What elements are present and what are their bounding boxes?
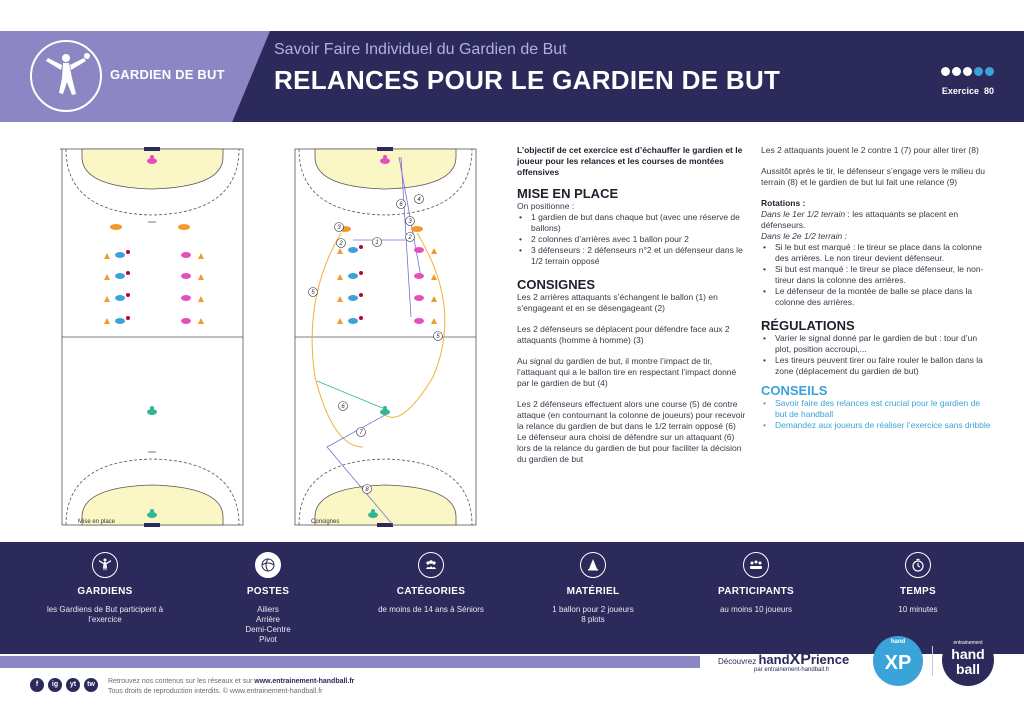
youtube-icon[interactable]: yt <box>66 678 80 692</box>
goalkeeper-logo-icon <box>30 40 102 112</box>
ball-icon <box>941 67 950 76</box>
info-band <box>0 542 1024 654</box>
heading-rotations: Rotations : <box>761 198 806 208</box>
list-item: • Varier le signal donné par le gardien de but : tour d’un plot, position accroupi,... <box>761 333 993 355</box>
brand-by: par entrainement-handball.fr <box>754 667 830 673</box>
relance-path <box>317 381 385 409</box>
text-column-right <box>761 145 993 431</box>
handxp-logo[interactable] <box>873 636 923 686</box>
cone-icon <box>580 552 606 578</box>
diagram-label-setup: Mise en place <box>78 519 116 525</box>
info-categories <box>356 552 506 615</box>
rotation-list <box>761 242 993 308</box>
info-participants <box>681 552 831 615</box>
regulation-list <box>761 333 993 377</box>
list-item: • Savoir faire des relances est crucial pour le gardien de but de handball <box>761 398 993 420</box>
exercise-value: 80 <box>983 86 994 96</box>
info-title: MATÉRIEL <box>566 586 620 597</box>
marker-2b: 2 <box>408 235 412 241</box>
exercise-label: Exercice <box>941 86 979 96</box>
defenders-column <box>181 252 191 324</box>
header-banner <box>0 31 1024 122</box>
instruction-paragraph: Les 2 défenseurs effectuent alors une course (5) de contre attaque (en contournant la colonne de joueurs) pour recevoir la relance du gardien de but dans le 1/2 terrain opposé (6) <box>517 399 746 431</box>
info-title: TEMPS <box>900 586 936 597</box>
entrainement-handball-logo[interactable] <box>942 634 994 686</box>
setup-list <box>517 212 747 267</box>
instruction-paragraph: Au signal du gardien de but, il montre l’impact de tir, l’attaquant qui a le ballon tire en respectant l’impact donné par le gardien de but (4) <box>517 356 737 388</box>
info-duration <box>843 552 993 615</box>
rotation-half-2-label: Dans le 2e 1/2 terrain : <box>761 231 847 241</box>
court-lines <box>60 149 243 525</box>
marker-5b: 5 <box>436 334 440 340</box>
players-icon <box>743 552 769 578</box>
info-equipment <box>518 552 668 625</box>
list-item: • Le défenseur de la montée de balle se place dans la colonne des arrières. <box>761 286 993 308</box>
text-column-left <box>517 145 747 465</box>
goal-top <box>144 147 160 151</box>
ball-icon <box>974 67 983 76</box>
info-body: Ailiers Arrière Demi-Centre Pivot <box>245 605 291 644</box>
list-item: • Si but est manqué : le tireur se place défenseur, le non-tireur dans la colonne des arrières. <box>761 264 993 286</box>
exercise-objective: L’objectif de cet exercice est d’échauffer le gardien et le joueur pour les relances et les courses de montées offensives <box>517 145 743 177</box>
marker-2a: 2 <box>339 241 343 247</box>
xp-logo-top: hand <box>890 639 906 645</box>
page-title: RELANCES POUR LE GARDIEN DE BUT <box>274 65 781 95</box>
attackers-column <box>115 252 125 324</box>
hb-logo-bot: ball <box>955 661 981 677</box>
info-title: POSTES <box>246 586 290 597</box>
footer-text <box>108 677 354 697</box>
goalkeeper-icon <box>92 552 118 578</box>
heading-setup: MISE EN PLACE <box>517 186 619 201</box>
defenders <box>110 224 190 230</box>
instruction-paragraph: Le défenseur aura choisi de défendre sur un attaquant (6) lors de la relance du gardien de but pour faciliter la décision du gardien de but <box>517 432 742 464</box>
info-body: 1 ballon pour 2 joueurs 8 plots <box>552 605 634 624</box>
instruction-paragraph: Les 2 attaquants jouent le 2 contre 1 (7) pour aller tirer (8) <box>761 145 979 155</box>
info-body: 10 minutes <box>898 605 938 614</box>
brand-divider <box>932 646 933 676</box>
diagram-label-instructions: Consignes <box>311 519 340 525</box>
footer-line-1 <box>108 677 354 687</box>
info-title: CATÉGORIES <box>396 586 466 597</box>
court-diagram-setup <box>60 147 245 527</box>
heading-instructions: CONSIGNES <box>517 277 596 292</box>
footer-copyright: Tous droits de reproduction interdits. © www.entrainement-handball.fr <box>108 688 323 695</box>
xp-logo-main: XP <box>884 652 912 674</box>
info-body: au moins 10 joueurs <box>719 605 793 614</box>
instagram-icon[interactable]: ig <box>48 678 62 692</box>
page-kicker: Savoir Faire Individuel du Gardien de But <box>274 41 567 58</box>
rotation-half-1-label: Dans le 1er 1/2 terrain <box>761 209 846 219</box>
ball-icon <box>952 67 961 76</box>
info-title: GARDIENS <box>77 586 133 597</box>
court-diagram-instructions <box>293 147 478 527</box>
footer-stripe <box>0 656 700 668</box>
list-item: • Demandez aux joueurs de réaliser l’exercice sans dribble <box>761 420 993 431</box>
marker-6a: 6 <box>399 202 403 208</box>
list-item: • Si le but est marqué : le tireur se place dans la colonne des arrières. Le non tireur devient défenseur. <box>761 242 993 264</box>
balls <box>126 250 130 320</box>
info-body: de moins de 14 ans à Séniors <box>378 605 484 614</box>
instruction-paragraph: Les 2 arrières attaquants s’échangent le ballon (1) en s’engageant et en se désengageant (2) <box>517 292 718 313</box>
brand-discover[interactable] <box>718 651 878 673</box>
marker-3a: 3 <box>337 225 341 231</box>
facebook-icon[interactable]: f <box>30 678 44 692</box>
footer-prefix: Retrouvez nos contenus sur les réseaux et sur <box>108 678 255 685</box>
ball-icon <box>985 67 994 76</box>
setup-lead: On positionne : <box>517 201 575 211</box>
marker-4: 4 <box>417 197 421 203</box>
instruction-paragraph: Aussitôt après le tir, le défenseur s’engage vers le milieu du terrain (8) et le gardien de but lui fait une relance (9) <box>761 166 985 187</box>
run-path-left <box>312 233 363 447</box>
heading-advice: CONSEILS <box>761 383 828 398</box>
hb-logo-top: entrainement <box>953 640 983 646</box>
brand-name-c: rience <box>810 652 850 667</box>
cones <box>104 253 204 324</box>
list-item: • 1 gardien de but dans chaque but (avec une réserve de ballons) <box>517 212 747 234</box>
goal-area-top <box>82 149 223 189</box>
rotation-half-1-text: : les attaquants se placent en défenseurs. <box>761 209 959 230</box>
info-body: les Gardiens de But participent à l’exercice <box>46 605 164 624</box>
marker-5a: 5 <box>311 290 315 296</box>
discover-label: Découvrez <box>718 657 757 666</box>
twitter-icon[interactable]: tw <box>84 678 98 692</box>
marker-7: 7 <box>359 430 363 436</box>
run-path-right <box>385 233 445 417</box>
stopwatch-icon <box>905 552 931 578</box>
marker-6b: 6 <box>341 404 345 410</box>
goal-bottom <box>144 523 160 527</box>
marker-1: 1 <box>375 240 379 246</box>
website-link[interactable]: www.entrainement-handball.fr <box>254 678 355 685</box>
exercise-number <box>942 86 994 96</box>
social-links <box>30 678 98 692</box>
list-item: • 2 colonnes d’arrières avec 1 ballon pour 2 <box>517 234 747 245</box>
info-goalkeepers <box>30 552 180 625</box>
hb-logo-mid: hand <box>951 646 985 662</box>
info-positions <box>193 552 343 645</box>
brand-name-b: XP <box>789 651 811 668</box>
rotation-half-1 <box>761 209 993 231</box>
list-item: • Les tireurs peuvent tirer ou faire rouler le ballon dans la zone (déplacement du gardien de but) <box>761 355 993 377</box>
marker-8: 8 <box>365 487 369 493</box>
marker-3b: 3 <box>408 219 412 225</box>
advice-list <box>761 398 993 431</box>
info-title: PARTICIPANTS <box>717 586 794 597</box>
ball-icon <box>963 67 972 76</box>
category-badge: GARDIEN DE BUT <box>110 67 225 82</box>
ball-icon <box>255 552 281 578</box>
list-item: • 3 défenseurs : 2 défenseurs n°2 et un défenseur dans le 1/2 terrain opposé <box>517 245 747 267</box>
group-icon <box>418 552 444 578</box>
goalkeeper-center <box>147 406 157 415</box>
instruction-paragraph: Les 2 défenseurs se déplacent pour défendre face aux 2 attaquants (homme à homme) (3) <box>517 324 730 345</box>
brand-name-a: hand <box>758 652 790 667</box>
heading-regulations: RÉGULATIONS <box>761 318 855 333</box>
difficulty-rating <box>941 67 994 76</box>
